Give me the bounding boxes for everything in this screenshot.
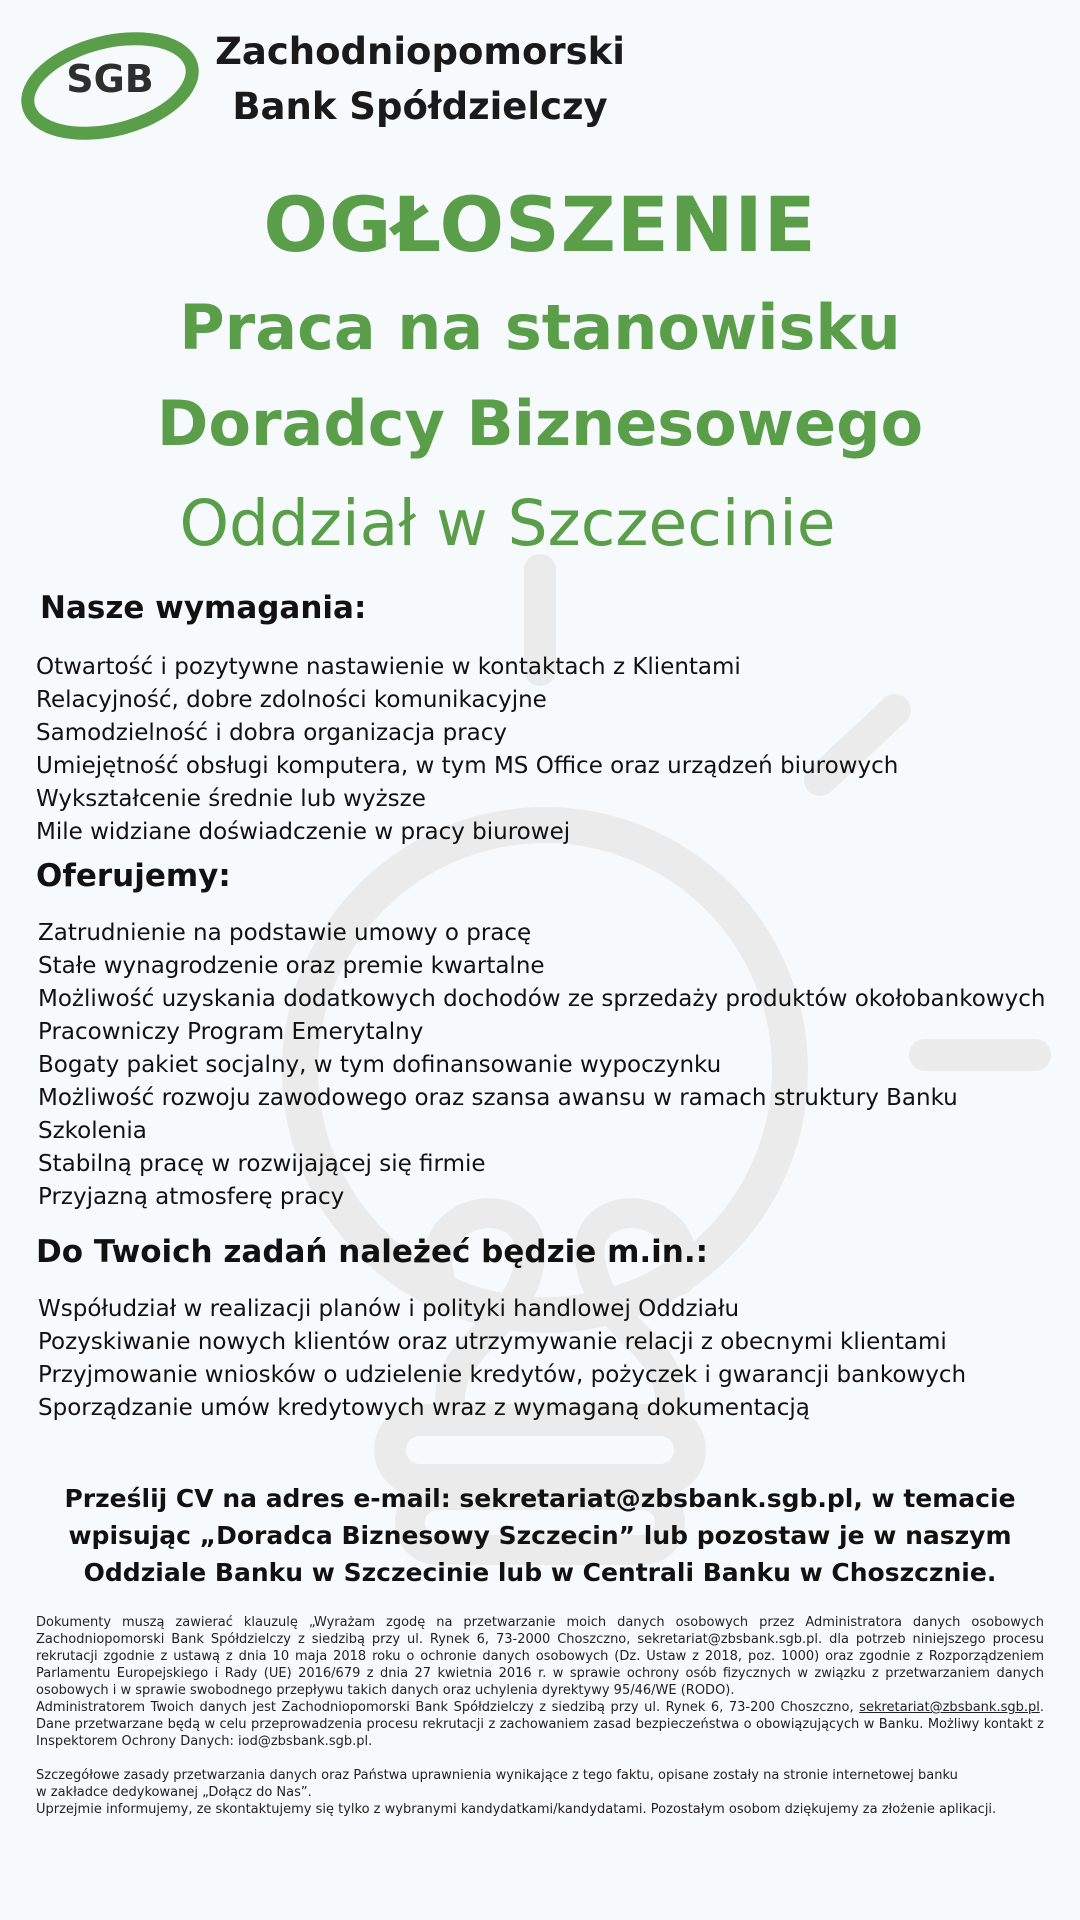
application-line-2: wpisując „Doradca Biznesowy Szczecin” lub pozostaw je w naszym xyxy=(68,1521,1012,1550)
list-item: Przyjmowanie wniosków o udzielenie kredytów, pożyczek i gwarancji bankowych xyxy=(38,1362,967,1388)
list-item: Bogaty pakiet socjalny, w tym dofinansowanie wypoczynku xyxy=(38,1052,722,1078)
list-item: Relacyjność, dobre zdolności komunikacyjne xyxy=(36,687,547,713)
list-item: Pracowniczy Program Emerytalny xyxy=(38,1019,424,1045)
logo-text: SGB xyxy=(66,57,154,101)
list-item: Stabilną pracę w rozwijającej się firmie xyxy=(38,1151,486,1177)
list-item: Sporządzanie umów kredytowych wraz z wymaganą dokumentacją xyxy=(38,1395,810,1421)
bank-name-line-1: Zachodniopomorski xyxy=(215,30,625,73)
closing-note: Uprzejmie informujemy, ze skontaktujemy się tylko z wybranymi kandydatkami/kandydatami. Pozostałym osobom dziękujemy za złożenie aplikacji. xyxy=(36,1802,997,1817)
application-line-3: Oddziale Banku w Szczecinie lub w Centrali Banku w Choszcznie. xyxy=(83,1558,997,1587)
application-instructions xyxy=(60,1480,1020,1591)
duties-heading: Do Twoich zadań należeć będzie m.in.: xyxy=(36,1234,709,1270)
list-item: Samodzielność i dobra organizacja pracy xyxy=(36,720,507,746)
application-line-1: Prześlij CV na adres e-mail: sekretariat@zbsbank.sgb.pl, w temacie xyxy=(64,1484,1016,1513)
requirements-list xyxy=(36,651,898,849)
list-item: Możliwość uzyskania dodatkowych dochodów ze sprzedaży produktów okołobankowych xyxy=(38,986,1046,1012)
bank-name-line-2: Bank Spółdzielczy xyxy=(232,85,608,128)
requirements-heading: Nasze wymagania: xyxy=(40,590,367,626)
gdpr-clause xyxy=(36,1614,1044,1818)
list-item: Stałe wynagrodzenie oraz premie kwartalne xyxy=(38,953,545,979)
processing-info: . Dane przetwarzane będą w celu przeprowadzenia procesu rekrutacji z zachowaniem zasad bezpieczeństwa o obowiązujących w Banku. Możliwy kontakt z Inspektorem Ochrony Danych: iod@zbsbank.sgb.pl. xyxy=(36,1700,1044,1749)
duties-list xyxy=(38,1293,966,1425)
list-item: Mile widziane doświadczenie w pracy biurowej xyxy=(36,819,571,845)
administrator-email-link[interactable]: sekretariat@zbsbank.sgb.pl xyxy=(859,1700,1040,1715)
branch-subtitle: Oddział w Szczecinie xyxy=(179,487,836,560)
consent-clause: Dokumenty muszą zawierać klauzulę „Wyrażam zgodę na przetwarzanie moich danych osobowych przez Administratora danych osobowych Zachodniopomorski Bank Spółdzielczy z siedzibą przy ul. Rynek 6, 73-2000 Choszczno, sekretariat@zbsbank.sgb.pl. dla potrzeb niniejszego procesu rekrutacji zgodnie z ustawą z dnia 10 maja 2018 roku o ochronie danych osobowych (Dz. Ustaw z 2018, poz. 1000) oraz zgodnie z Rozporządzeniem Parlamentu Europejskiego i Rady (UE) 2016/679 z dnia 27 kwietnia 2016 r. w sprawie ochrony osób fizycznych w związku z przetwarzaniem danych osobowych i w sprawie swobodnego przepływu takich danych oraz uchylenia dyrektywy 95/46/WE (RODO). xyxy=(36,1615,1044,1698)
administrator-text: Administratorem Twoich danych jest Zachodniopomorski Bank Spółdzielczy z siedzibą przy ul. Rynek 6, 73-200 Choszczno, xyxy=(36,1700,854,1715)
list-item: Otwartość i pozytywne nastawienie w kontaktach z Klientami xyxy=(36,654,741,680)
position-title-line-1: Praca na stanowisku xyxy=(179,291,901,364)
announcement-title: OGŁOSZENIE xyxy=(263,180,817,269)
list-item: Przyjazną atmosferę pracy xyxy=(38,1184,345,1210)
position-title xyxy=(0,280,1080,472)
list-item: Zatrudnienie na podstawie umowy o pracę xyxy=(38,920,532,946)
processing-details-line-1: Szczegółowe zasady przetwarzania danych oraz Państwa uprawnienia wynikające z tego faktu, opisane zostały na stronie internetowej banku xyxy=(36,1768,958,1783)
administrator-info xyxy=(36,1699,1044,1750)
list-item: Możliwość rozwoju zawodowego oraz szansa awansu w ramach struktury Banku xyxy=(38,1085,958,1111)
list-item: Współudział w realizacji planów i polityki handlowej Oddziału xyxy=(38,1296,740,1322)
position-title-line-2: Doradcy Biznesowego xyxy=(156,387,924,460)
list-item: Wykształcenie średnie lub wyższe xyxy=(36,786,426,812)
bank-name xyxy=(210,24,630,134)
processing-details-line-2: w zakładce dedykowanej „Dołącz do Nas”. xyxy=(36,1785,312,1800)
sgb-logo xyxy=(18,22,202,142)
list-item: Szkolenia xyxy=(38,1118,147,1144)
list-item: Umiejętność obsługi komputera, w tym MS Office oraz urządzeń biurowych xyxy=(36,753,899,779)
offer-heading: Oferujemy: xyxy=(36,858,231,894)
list-item: Pozyskiwanie nowych klientów oraz utrzymywanie relacji z obecnymi klientami xyxy=(38,1329,947,1355)
offer-list xyxy=(38,917,1045,1214)
